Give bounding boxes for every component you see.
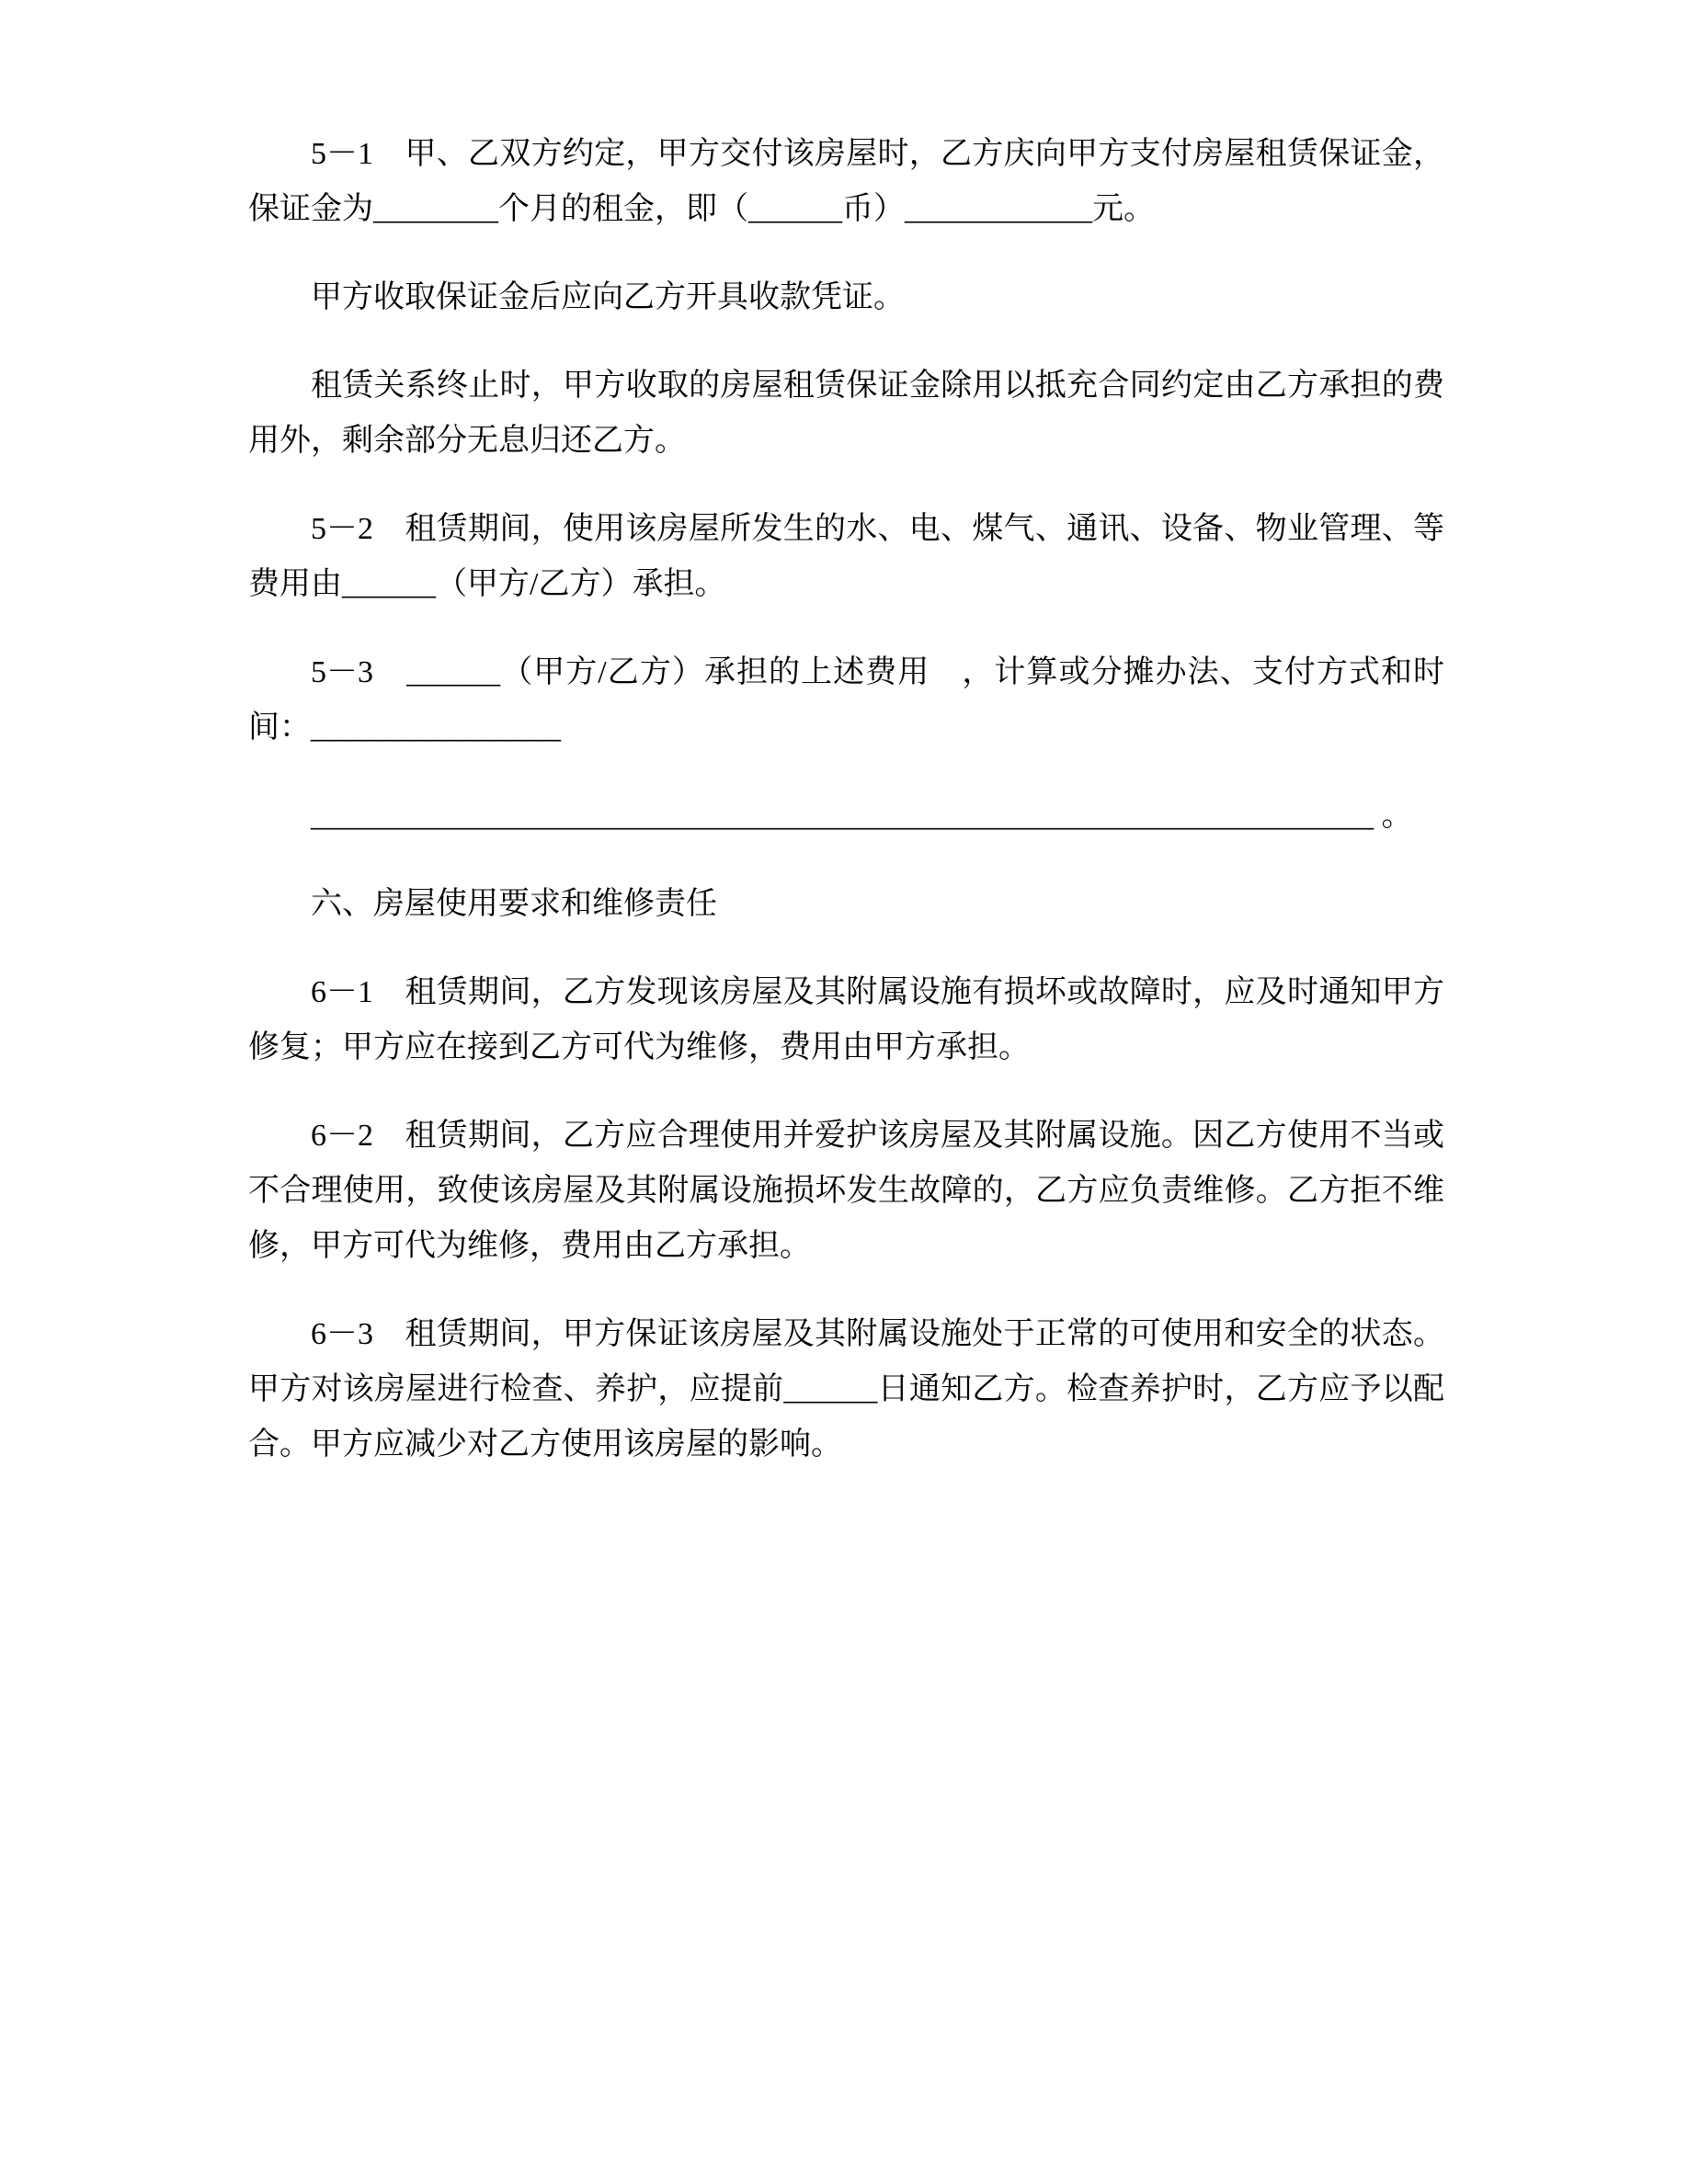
- clause-5-3-blank-line: ____________________________________________________________________ 。: [311, 799, 1413, 833]
- clause-5-3-paragraph: 5－3 ______（甲方/乙方）承担的上述费用 ，计算或分摊办法、支付方式和时间：________________: [248, 655, 1444, 745]
- clause-6-1-paragraph: 6－1 租赁期间，乙方发现该房屋及其附属设施有损坏或故障时，应及时通知甲方修复；甲方应在接到乙方可代为维修，费用由甲方承担。: [248, 975, 1444, 1064]
- clause-6-3-paragraph: 6－3 租赁期间，甲方保证该房屋及其附属设施处于正常的可使用和安全的状态。甲方对该房屋进行检查、养护，应提前______日通知乙方。检查养护时，乙方应予以配合。甲方应减少对乙方使用该房屋的影响。: [248, 1317, 1444, 1462]
- clause-5-1-paragraph: 5－1 甲、乙双方约定，甲方交付该房屋时，乙方庆向甲方支付房屋租赁保证金，保证金为________个月的租金，即（______币）____________元。: [248, 137, 1444, 226]
- clause-6-2-paragraph: 6－2 租赁期间，乙方应合理使用并爱护该房屋及其附属设施。因乙方使用不当或不合理使用，致使该房屋及其附属设施损坏发生故障的，乙方应负责维修。乙方拒不维修，甲方可代为维修，费用由乙方承担。: [248, 1119, 1444, 1263]
- section-6-heading: 六、房屋使用要求和维修责任: [311, 887, 717, 921]
- clause-5-2-paragraph: 5－2 租赁期间，使用该房屋所发生的水、电、煤气、通讯、设备、物业管理、等费用由______（甲方/乙方）承担。: [248, 512, 1444, 601]
- clause-5-1-termination-paragraph: 租赁关系终止时，甲方收取的房屋租赁保证金除用以抵充合同约定由乙方承担的费用外，剩余部分无息归还乙方。: [248, 369, 1444, 458]
- clause-5-1-receipt-paragraph: 甲方收取保证金后应向乙方开具收款凭证。: [311, 280, 905, 314]
